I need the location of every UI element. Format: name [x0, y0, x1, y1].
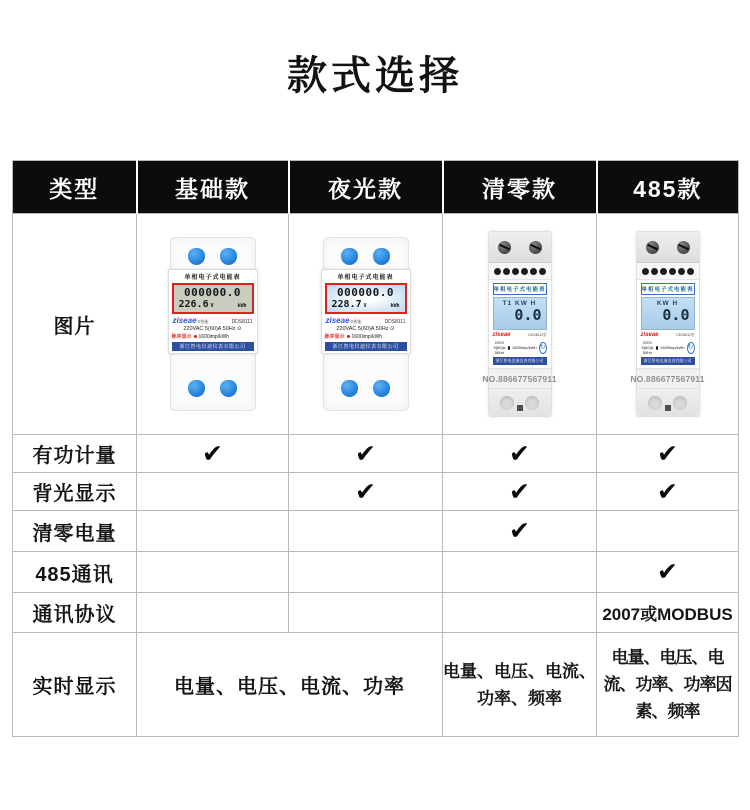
model-number: DDS8111 — [231, 319, 253, 325]
check-icon: ✔ — [355, 439, 376, 468]
company-bar: 浙江智电仪迪仪表有限公司 — [641, 357, 695, 365]
lcd-unit-label: KW H — [656, 300, 679, 307]
realtime-basic-night-value: 电量、电压、电流、功率 — [174, 676, 405, 698]
meter-panel-title: 单相电子式电能表 — [641, 283, 695, 295]
product-photo-night — [323, 237, 409, 411]
screw-icon — [677, 241, 690, 254]
pulse-rate: 1600imp/kWh — [351, 333, 383, 340]
lcd-voltage-reading: 228.7 — [331, 299, 362, 310]
terminal-dot-icon — [669, 268, 676, 275]
pulse-label: 脉冲显示 — [324, 334, 345, 340]
brand-logo: ziseae — [172, 316, 197, 325]
meter-panel-title: 单相电子式电能表 — [493, 283, 547, 295]
terminal-dot-icon — [220, 380, 237, 397]
screw-icon — [498, 241, 511, 254]
product-photo-485 — [630, 231, 705, 417]
page-title: 款式选择 — [287, 54, 463, 98]
feature-row-backlight — [13, 473, 739, 511]
pulse-rate: 1600imp/kWh — [660, 345, 685, 350]
feature-row-protocol — [13, 593, 739, 633]
lcd-energy-reading: 000000.0 — [184, 286, 241, 299]
check-icon: ✔ — [657, 558, 678, 586]
lcd-voltage-reading: 226.6 — [178, 299, 209, 310]
realtime-display-row — [13, 633, 739, 737]
header-night: 夜光款 — [289, 161, 443, 214]
terminal-dot-icon — [660, 268, 667, 275]
lcd-voltage-unit: V — [210, 303, 214, 309]
reset-button-icon: ↻ — [687, 342, 695, 354]
meter-face — [321, 269, 411, 354]
check-icon: ✔ — [509, 439, 530, 468]
terminal-dot-icon — [188, 248, 205, 265]
brand-logo: ziseae — [325, 316, 350, 325]
lcd-energy-reading: 000000.0 — [337, 286, 394, 299]
terminal-dot-icon — [188, 380, 205, 397]
terminal-dot-icon — [642, 268, 649, 275]
realtime-reset-value: 电量、电压、电流、功率、频率 — [443, 633, 597, 737]
terminal-dot-icon — [220, 248, 237, 265]
meter-panel-title: 单相电子式电能表 — [337, 275, 394, 281]
header-basic: 基础款 — [137, 161, 289, 214]
meter-lcd-backlit — [325, 283, 407, 314]
meter-specs: 220V 5(60)A 50Hz — [641, 340, 654, 355]
top-terminal-block — [637, 232, 699, 263]
top-terminal-block — [489, 232, 551, 263]
terminal-dot-strip — [489, 263, 551, 280]
pulse-rate: 1600imp/kWh — [198, 333, 230, 340]
check-icon: ✔ — [202, 439, 223, 468]
terminal-hole-icon — [648, 396, 662, 410]
brand-logo: ziseae — [492, 332, 511, 338]
terminal-dot-icon — [521, 268, 528, 275]
meter-specs: 220VAC 5(60)A 50Hz ⊙ — [336, 326, 395, 332]
terminal-hole-icon — [525, 396, 539, 410]
terminal-dot-strip — [637, 263, 699, 280]
comparison-table — [12, 160, 739, 737]
bottom-terminal-block — [637, 389, 699, 416]
meter-specs: 220V 5(60)A 50Hz — [493, 340, 506, 355]
meter-lcd-backlit — [641, 297, 695, 330]
lcd-energy-unit: kWh — [390, 303, 400, 309]
terminal-dot-icon — [373, 248, 390, 265]
lcd-energy-unit: kWh — [237, 303, 247, 309]
image-row-label: 图片 — [53, 315, 96, 338]
pulse-rate: 1600imp/kWh — [512, 345, 537, 350]
lcd-tariff-label: T1 KW H — [502, 300, 537, 307]
lcd-voltage-unit: V — [363, 303, 367, 309]
terminal-dot-icon — [651, 268, 658, 275]
brand-reg: ®智能 — [197, 319, 209, 324]
meter-panel-title: 单相电子式电能表 — [184, 275, 241, 281]
check-icon: ✔ — [657, 477, 678, 506]
meter-face — [637, 280, 699, 368]
lcd-energy-reading: 0.0 — [662, 306, 690, 324]
meter-lcd — [172, 283, 254, 314]
model-number: DDS8111 — [384, 319, 406, 325]
meter-lcd-backlit — [493, 297, 547, 330]
feature-row-reset-energy — [13, 511, 739, 552]
pulse-led-icon — [656, 346, 658, 350]
pulse-label: 脉冲显示 — [171, 334, 192, 340]
brand-reg: ®智能 — [350, 319, 362, 324]
check-icon: ✔ — [657, 439, 678, 468]
company-bar: 浙江智电仪迪仪表有限公司 — [325, 342, 407, 351]
header-type: 类型 — [13, 161, 137, 214]
terminal-dot-icon — [494, 268, 501, 275]
top-terminals — [188, 248, 237, 265]
feature-row-active-metering — [13, 435, 739, 473]
feature-label: 有功计量 — [32, 445, 117, 467]
pulse-led-icon — [508, 346, 510, 350]
bottom-terminal-block — [489, 389, 551, 416]
model-number: DDS8111型 — [676, 333, 695, 337]
realtime-485-value: 电量、电压、电流、功率、功率因素、频率 — [597, 633, 739, 737]
feature-label: 清零电量 — [32, 522, 117, 545]
bottom-terminals — [188, 380, 237, 397]
terminal-dot-icon — [341, 248, 358, 265]
serial-number: NO.886677567911 — [637, 368, 699, 389]
pulse-led-icon — [194, 335, 197, 338]
check-icon: ✔ — [509, 517, 530, 545]
bottom-terminals — [341, 380, 390, 397]
product-photo-reset — [482, 231, 557, 417]
protocol-value: 2007或MODBUS — [602, 605, 733, 624]
screw-icon — [529, 241, 542, 254]
model-number: DDS8111型 — [528, 333, 547, 337]
check-icon: ✔ — [509, 477, 530, 506]
terminal-hole-icon — [673, 396, 687, 410]
reset-button-icon: ↻ — [539, 342, 547, 354]
terminal-hole-icon — [500, 396, 514, 410]
feature-row-485-comm — [13, 552, 739, 593]
terminal-dot-icon — [678, 268, 685, 275]
header-485: 485款 — [597, 161, 739, 214]
feature-label: 485通讯 — [35, 563, 114, 586]
terminal-dot-icon — [539, 268, 546, 275]
meter-face — [168, 269, 258, 354]
company-bar: 浙江智电仪迪仪表有限公司 — [172, 342, 254, 351]
feature-label: 通讯协议 — [32, 604, 117, 626]
check-icon: ✔ — [355, 477, 376, 506]
feature-label: 背光显示 — [32, 483, 117, 505]
feature-label: 实时显示 — [32, 676, 117, 698]
terminal-dot-icon — [687, 268, 694, 275]
screw-icon — [646, 241, 659, 254]
company-bar: 浙江智电仪迪仪表有限公司 — [493, 357, 547, 365]
header-reset: 清零款 — [443, 161, 597, 214]
header-row — [13, 161, 739, 214]
brand-logo: ziseae — [640, 332, 659, 338]
serial-number: NO.886677567911 — [489, 368, 551, 389]
product-photo-basic — [170, 237, 256, 411]
terminal-dot-icon — [373, 380, 390, 397]
top-terminals — [341, 248, 390, 265]
lcd-energy-reading: 0.0 — [514, 306, 542, 324]
terminal-dot-icon — [512, 268, 519, 275]
pulse-led-icon — [347, 335, 350, 338]
terminal-dot-icon — [503, 268, 510, 275]
terminal-dot-icon — [341, 380, 358, 397]
terminal-dot-icon — [530, 268, 537, 275]
image-row — [13, 214, 739, 435]
meter-specs: 220VAC 5(60)A 50Hz ⊙ — [183, 326, 242, 332]
meter-face — [489, 280, 551, 368]
